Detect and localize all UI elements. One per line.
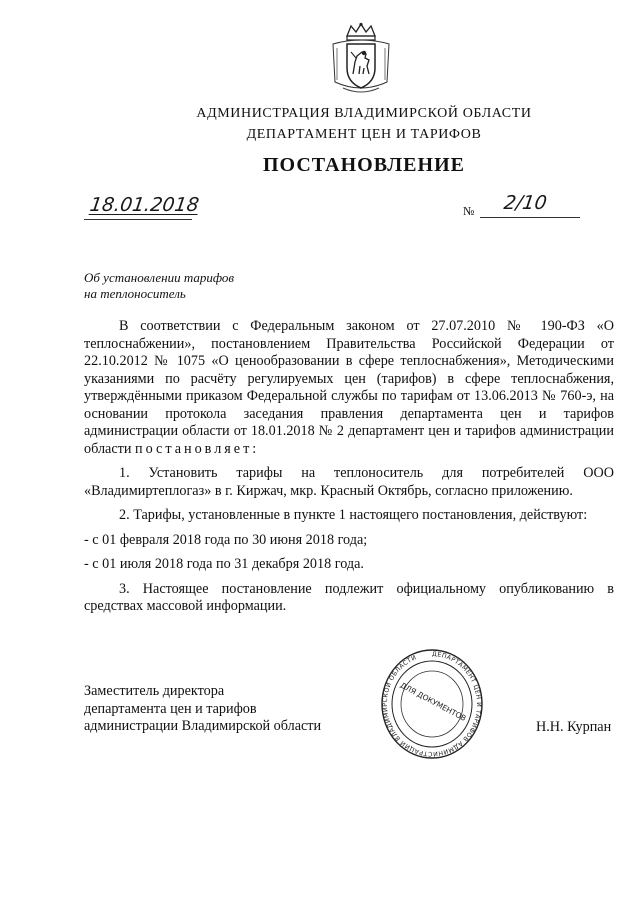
subject-line-1: Об установлении тарифов	[84, 270, 235, 285]
subject-line-2: на теплоноситель	[84, 286, 186, 301]
document-number: 2/10	[502, 192, 549, 214]
period-2: - с 01 июля 2018 года по 31 декабря 2018 года.	[84, 556, 364, 572]
date-underline	[84, 219, 192, 220]
intro-text: В соответствии с Федеральным законом от 27.07.2010 № 190-ФЗ «О теплоснабжении», постановлением Правительства Российской Федерации от 22.10.2012 № 1075 «О ценообразовании в сфере теплоснабжения», Методическими указаниями по расчёту регулируемых цен (тарифов) в сфере теплоснабжения, утверждёнными приказом Федеральной службы по тарифам от 13.06.2013 № 760-э, на основании протокола заседания правления департамента цен и тарифов администрации области от 18.01.2018 № 2 департамент цен и тарифов администрации области	[84, 318, 614, 457]
organization-name: АДМИНИСТРАЦИЯ ВЛАДИМИРСКОЙ ОБЛАСТИ	[196, 106, 532, 121]
number-label: №	[463, 204, 475, 218]
intro-paragraph	[84, 318, 614, 458]
item-1: 1. Установить тарифы на теплоноситель для потребителей ООО «Владимиртеплогаз» в г. Киржач, мкр. Красный Октябрь, согласно приложению.	[84, 465, 614, 499]
item-3: 3. Настоящее постановление подлежит официальному опубликованию в средствах массовой информации.	[84, 580, 614, 614]
official-stamp-icon	[378, 642, 486, 760]
stamp-center-text: ДЛЯ ДОКУМЕНТОВ	[398, 680, 468, 723]
document-body	[84, 318, 614, 616]
department-name: ДЕПАРТАМЕНТ ЦЕН И ТАРИФОВ	[246, 127, 482, 142]
signer-title-line-2: департамента цен и тарифов	[84, 700, 257, 717]
signer-title-line-1: Заместитель директора	[84, 683, 225, 699]
period-1: - с 01 февраля 2018 года по 30 июня 2018 года;	[84, 531, 368, 548]
coat-of-arms-icon	[329, 22, 393, 96]
signer-name: Н.Н. Курпан	[536, 719, 612, 735]
stamp-ring-text: ДЕПАРТАМЕНТ ЦЕН И ТАРИФОВ АДМИНИСТРАЦИИ ВЛАДИМИРСКОЙ ОБЛАСТИ	[381, 650, 482, 758]
signer-title	[84, 683, 321, 736]
number-underline	[480, 217, 580, 218]
document-subject	[84, 270, 234, 302]
item-2: 2. Тарифы, установленные в пункте 1 настоящего постановления, действуют:	[119, 507, 588, 523]
signer-title-line-3: администрации Владимирской области	[84, 718, 322, 734]
decree-word: постановляет:	[134, 440, 260, 457]
document-type-title: ПОСТАНОВЛЕНИЕ	[263, 154, 465, 176]
document-date: 18.01.2018	[88, 194, 201, 216]
